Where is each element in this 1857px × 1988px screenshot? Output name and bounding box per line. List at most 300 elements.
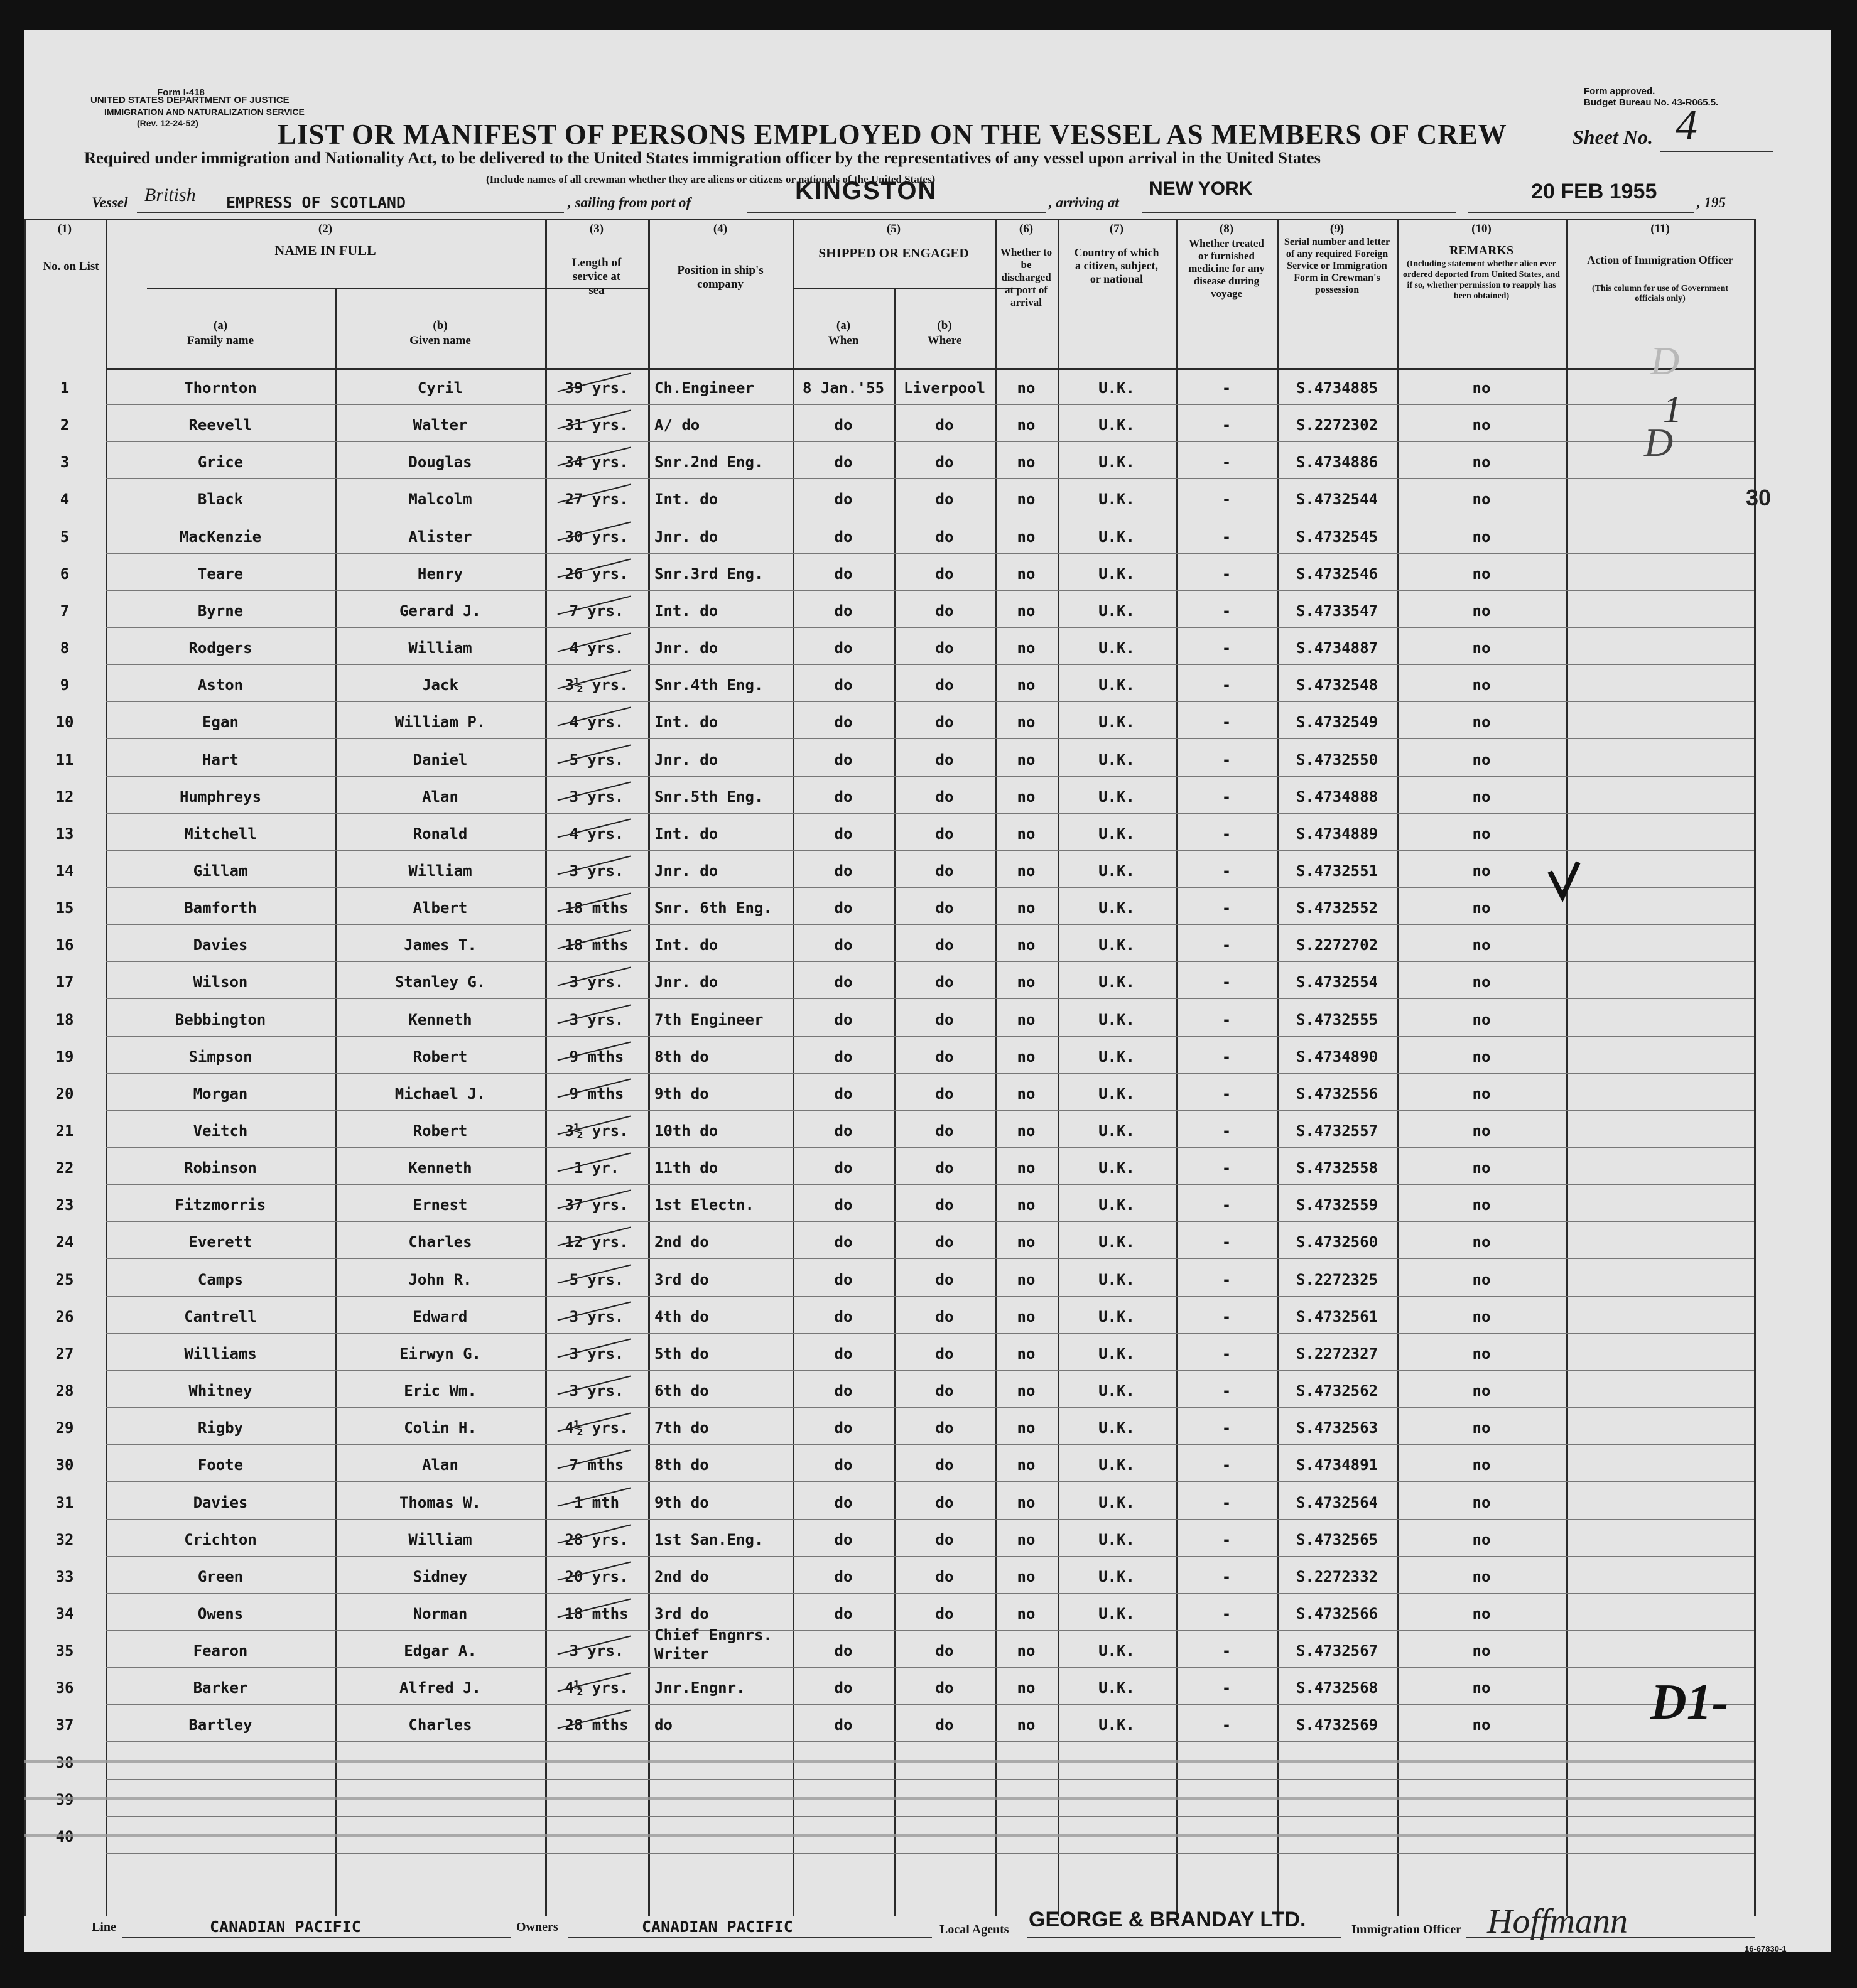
col-remarks-header: REMARKS <box>1449 244 1514 257</box>
cell-given: William P. <box>394 713 486 732</box>
sheet-number: 4 <box>1676 101 1697 149</box>
cell-where: do <box>935 490 954 509</box>
cell-country: U.K. <box>1098 1233 1135 1251</box>
cell-given: Sidney <box>413 1567 468 1586</box>
cell-country: U.K. <box>1098 1604 1135 1623</box>
cell-medicine: - <box>1221 1382 1232 1400</box>
cell-when: do <box>834 1122 853 1140</box>
cell-medicine: - <box>1221 1084 1232 1103</box>
cell-no: 7 <box>60 602 70 620</box>
cell-country: U.K. <box>1098 750 1135 769</box>
port-to: NEW YORK <box>1149 178 1253 199</box>
page-title: LIST OR MANIFEST OF PERSONS EMPLOYED ON THE VESSEL AS MEMBERS OF CREW <box>278 119 1507 150</box>
cell-when: do <box>834 862 853 880</box>
vessel-nationality: British <box>144 185 196 205</box>
cell-remarks: no <box>1472 824 1491 843</box>
cell-family: Simpson <box>188 1047 252 1066</box>
cell-medicine: - <box>1221 1456 1232 1474</box>
cell-family: Fitzmorris <box>175 1196 266 1214</box>
table-row <box>24 665 1754 702</box>
col-length-number: (3) <box>589 222 604 235</box>
cell-when: do <box>834 1344 853 1363</box>
col-position-header: Position in ship's company <box>677 264 764 291</box>
cell-position: 3rd do <box>654 1270 709 1288</box>
cell-length: 5 yrs. <box>569 750 624 769</box>
cell-no: 3 <box>60 453 70 472</box>
cell-serial: S.4734891 <box>1296 1456 1378 1474</box>
cell-where: do <box>935 1159 954 1177</box>
cell-when: do <box>834 1159 853 1177</box>
cell-remarks: no <box>1472 1010 1491 1029</box>
cell-country: U.K. <box>1098 1010 1135 1029</box>
sheet-label: Sheet No. <box>1573 126 1653 148</box>
cell-family: Foote <box>197 1456 244 1474</box>
cell-position: Jnr. do <box>654 973 718 991</box>
col-action-header: Action of Immigration Officer <box>1587 254 1733 266</box>
col-name-number: (2) <box>318 222 333 235</box>
cell-length: 18 mths <box>565 936 629 954</box>
cell-where: do <box>935 527 954 546</box>
cell-given: Alister <box>408 527 472 546</box>
cell-family: Davies <box>193 1493 248 1511</box>
cell-position: Jnr. do <box>654 527 718 546</box>
cell-serial: S.2272332 <box>1296 1567 1378 1586</box>
cell-where: do <box>935 1307 954 1326</box>
cell-discharged: no <box>1017 676 1036 694</box>
cell-position: Chief Engnrs. Writer <box>654 1626 772 1663</box>
cell-medicine: - <box>1221 1679 1232 1697</box>
cell-given: William <box>408 862 472 880</box>
cell-serial: S.2272327 <box>1296 1344 1378 1363</box>
cell-remarks: no <box>1472 862 1491 880</box>
cell-family: Camps <box>197 1270 244 1288</box>
cell-position: 6th do <box>654 1382 709 1400</box>
cell-discharged: no <box>1017 899 1036 917</box>
cell-where: Liverpool <box>903 379 986 397</box>
cell-medicine: - <box>1221 1270 1232 1288</box>
cell-remarks: no <box>1472 1382 1491 1400</box>
cell-family: Black <box>197 490 244 509</box>
cell-medicine: - <box>1221 1642 1232 1660</box>
cell-remarks: no <box>1472 490 1491 509</box>
cell-no: 26 <box>55 1307 74 1326</box>
table-row <box>24 1626 1754 1668</box>
cell-discharged: no <box>1017 1159 1036 1177</box>
cell-length: 39 yrs. <box>565 379 629 397</box>
cell-country: U.K. <box>1098 1530 1135 1548</box>
cell-given: Henry <box>417 565 463 583</box>
table-row <box>24 1594 1754 1631</box>
cell-where: do <box>935 899 954 917</box>
cell-no: 37 <box>55 1716 74 1734</box>
cell-where: do <box>935 1419 954 1437</box>
cell-where: do <box>935 1084 954 1103</box>
cell-discharged: no <box>1017 1047 1036 1066</box>
cell-no: 14 <box>55 862 74 880</box>
cell-medicine: - <box>1221 824 1232 843</box>
cell-remarks: no <box>1472 1233 1491 1251</box>
table-row <box>24 368 1754 405</box>
col-shipped-header: SHIPPED OR ENGAGED <box>818 246 969 261</box>
table-row <box>24 1705 1754 1742</box>
cell-no: 13 <box>55 824 74 843</box>
cell-given: Michael J. <box>394 1084 486 1103</box>
cell-length: 27 yrs. <box>565 490 629 509</box>
cell-medicine: - <box>1221 862 1232 880</box>
action-mark-1: D <box>1650 338 1680 383</box>
cell-length: 3½ yrs. <box>565 676 629 694</box>
cell-medicine: - <box>1221 750 1232 769</box>
cell-family: Green <box>197 1567 244 1586</box>
cell-medicine: - <box>1221 1493 1232 1511</box>
cell-length: 20 yrs. <box>565 1567 629 1586</box>
subtitle: Required under immigration and Nationality Act, to be delivered to the United States immigration officer by the representatives of any vessel upon arrival in the United States <box>84 148 1321 167</box>
cell-family: Hart <box>202 750 239 769</box>
cell-discharged: no <box>1017 713 1036 732</box>
cell-given: Robert <box>413 1047 468 1066</box>
cell-length: 3 yrs. <box>569 1382 624 1400</box>
cell-discharged: no <box>1017 639 1036 657</box>
cell-remarks: no <box>1472 750 1491 769</box>
cell-position: 2nd do <box>654 1233 709 1251</box>
cell-remarks: no <box>1472 1159 1491 1177</box>
cell-family: Aston <box>197 676 244 694</box>
col-length-header: Length of service at sea <box>571 256 622 297</box>
cell-remarks: no <box>1472 973 1491 991</box>
cell-family: Byrne <box>197 602 244 620</box>
cell-serial: S.4732550 <box>1296 750 1378 769</box>
cell-when: do <box>834 565 853 583</box>
cell-given: Albert <box>413 899 468 917</box>
cell-remarks: no <box>1472 1344 1491 1363</box>
cell-when: do <box>834 973 853 991</box>
cell-length: 3½ yrs. <box>565 1122 629 1140</box>
cell-when: do <box>834 1233 853 1251</box>
table-row <box>24 740 1754 777</box>
cell-remarks: no <box>1472 1604 1491 1623</box>
table-row <box>24 554 1754 591</box>
cell-no: 33 <box>55 1567 74 1586</box>
cell-remarks: no <box>1472 1122 1491 1140</box>
cell-where: do <box>935 1233 954 1251</box>
cell-no: 19 <box>55 1047 74 1066</box>
cell-position: 2nd do <box>654 1567 709 1586</box>
cell-position: 7th Engineer <box>654 1010 764 1029</box>
cell-country: U.K. <box>1098 1122 1135 1140</box>
cell-discharged: no <box>1017 565 1036 583</box>
table-row <box>24 1445 1754 1482</box>
cell-where: do <box>935 453 954 472</box>
cell-remarks: no <box>1472 1419 1491 1437</box>
table-row <box>24 1297 1754 1334</box>
cell-serial: S.4732545 <box>1296 527 1378 546</box>
col-medicine-header: Whether treated or furnished medicine for any disease during voyage <box>1188 237 1265 300</box>
cell-country: U.K. <box>1098 973 1135 991</box>
cell-when: do <box>834 1456 853 1474</box>
cell-no: 10 <box>55 713 74 732</box>
table-row <box>24 888 1754 925</box>
col-family-number: (a) <box>213 319 228 332</box>
cell-no: 8 <box>60 639 70 657</box>
cell-family: Barker <box>193 1679 248 1697</box>
cell-remarks: no <box>1472 1642 1491 1660</box>
table-row <box>24 1557 1754 1594</box>
cell-serial: S.4732557 <box>1296 1122 1378 1140</box>
cell-medicine: - <box>1221 416 1232 435</box>
cell-when: do <box>834 1493 853 1511</box>
cell-when: do <box>834 453 853 472</box>
cell-family: Veitch <box>193 1122 248 1140</box>
form-approval: Form approved. <box>1584 86 1655 97</box>
cell-discharged: no <box>1017 973 1036 991</box>
cell-serial: S.4732548 <box>1296 676 1378 694</box>
cell-family: Reevell <box>188 416 252 435</box>
cell-medicine: - <box>1221 1716 1232 1734</box>
cell-where: do <box>935 1456 954 1474</box>
cell-no: 15 <box>55 899 74 917</box>
cell-length: 4½ yrs. <box>565 1679 629 1697</box>
cell-length: 30 yrs. <box>565 527 629 546</box>
cell-position: Jnr. do <box>654 750 718 769</box>
cell-family: MacKenzie <box>179 527 262 546</box>
cell-family: Mitchell <box>184 824 257 843</box>
cell-position: Snr. 6th Eng. <box>654 899 772 917</box>
cell-when: do <box>834 1010 853 1029</box>
table-row <box>24 1483 1754 1520</box>
cell-length: 4 yrs. <box>569 639 624 657</box>
cell-length: 28 yrs. <box>565 1530 629 1548</box>
cell-no: 27 <box>55 1344 74 1363</box>
col-country-header: Country of which a citizen, subject, or national <box>1074 246 1159 285</box>
table-row <box>24 777 1754 814</box>
cell-position: Int. do <box>654 490 718 509</box>
cell-remarks: no <box>1472 416 1491 435</box>
cell-family: Whitney <box>188 1382 252 1400</box>
cell-position: 9th do <box>654 1084 709 1103</box>
cell-remarks: no <box>1472 936 1491 954</box>
action-mark-37: D1- <box>1650 1675 1729 1730</box>
cell-length: 3 yrs. <box>569 1010 624 1029</box>
cell-no: 34 <box>55 1604 74 1623</box>
col-shipped-number: (5) <box>886 222 901 235</box>
cell-position: Snr.3rd Eng. <box>654 565 764 583</box>
cell-position: 11th do <box>654 1159 718 1177</box>
cell-when: do <box>834 1716 853 1734</box>
cell-serial: S.4732546 <box>1296 565 1378 583</box>
cell-discharged: no <box>1017 824 1036 843</box>
col-no-number: (1) <box>57 222 72 235</box>
cell-country: U.K. <box>1098 713 1135 732</box>
cell-family: Morgan <box>193 1084 248 1103</box>
cell-length: 4 yrs. <box>569 713 624 732</box>
cell-given: Gerard J. <box>399 602 482 620</box>
cell-discharged: no <box>1017 936 1036 954</box>
cell-discharged: no <box>1017 527 1036 546</box>
cell-given: Charles <box>408 1716 472 1734</box>
table-row <box>24 1074 1754 1111</box>
cell-where: do <box>935 1270 954 1288</box>
cell-given: Jack <box>422 676 458 694</box>
cell-where: do <box>935 936 954 954</box>
col-given-header: Given name <box>409 334 471 347</box>
cell-no: 31 <box>55 1493 74 1511</box>
cell-when: do <box>834 639 853 657</box>
cell-position: 1st Electn. <box>654 1196 754 1214</box>
col-discharged-number: (6) <box>1019 222 1034 235</box>
manifest-sheet <box>24 30 1831 1952</box>
cell-family: Owens <box>197 1604 244 1623</box>
cell-when: do <box>834 1196 853 1214</box>
cell-where: do <box>935 787 954 806</box>
cell-medicine: - <box>1221 453 1232 472</box>
cell-medicine: - <box>1221 1196 1232 1214</box>
cell-when: do <box>834 1084 853 1103</box>
col-where-number: (b) <box>937 319 952 332</box>
cell-when: do <box>834 676 853 694</box>
col-given-number: (b) <box>433 319 448 332</box>
cell-when: do <box>834 490 853 509</box>
cell-remarks: no <box>1472 639 1491 657</box>
cell-no: 6 <box>60 565 70 583</box>
cell-length: 3 yrs. <box>569 1307 624 1326</box>
cell-where: do <box>935 1604 954 1623</box>
cell-serial: S.4734885 <box>1296 379 1378 397</box>
cell-remarks: no <box>1472 676 1491 694</box>
cell-length: 18 mths <box>565 899 629 917</box>
owners-label: Owners <box>516 1920 558 1934</box>
cell-length: 3 yrs. <box>569 1642 624 1660</box>
cell-where: do <box>935 973 954 991</box>
cell-length: 1 yr. <box>573 1159 620 1177</box>
cell-serial: S.4732563 <box>1296 1419 1378 1437</box>
agents-label: Local Agents <box>939 1923 1009 1937</box>
cell-remarks: no <box>1472 1456 1491 1474</box>
cell-position: Jnr.Engnr. <box>654 1679 745 1697</box>
cell-where: do <box>935 676 954 694</box>
cell-where: do <box>935 602 954 620</box>
cell-given: Eric Wm. <box>404 1382 477 1400</box>
strike-line <box>24 1760 1754 1763</box>
cell-given: Colin H. <box>404 1419 477 1437</box>
cell-serial: S.4732565 <box>1296 1530 1378 1548</box>
cell-when: do <box>834 1604 853 1623</box>
cell-when: do <box>834 1307 853 1326</box>
cell-discharged: no <box>1017 1010 1036 1029</box>
table-row <box>24 1037 1754 1074</box>
cell-position: 1st San.Eng. <box>654 1530 764 1548</box>
table-row <box>24 925 1754 962</box>
cell-country: U.K. <box>1098 862 1135 880</box>
crew-table <box>24 219 1754 1916</box>
cell-medicine: - <box>1221 1233 1232 1251</box>
table-row <box>24 1185 1754 1222</box>
cell-length: 9 mths <box>569 1084 624 1103</box>
service: IMMIGRATION AND NATURALIZATION SERVICE <box>104 107 305 117</box>
cell-medicine: - <box>1221 1307 1232 1326</box>
table-row <box>24 517 1754 554</box>
cell-no: 39 <box>55 1790 74 1808</box>
cell-where: do <box>935 416 954 435</box>
col-family-header: Family name <box>187 334 254 347</box>
cell-discharged: no <box>1017 490 1036 509</box>
cell-family: Williams <box>184 1344 257 1363</box>
table-row <box>24 442 1754 479</box>
col-position-number: (4) <box>713 222 728 235</box>
cell-medicine: - <box>1221 1567 1232 1586</box>
cell-no: 2 <box>60 416 70 435</box>
cell-no: 35 <box>55 1642 74 1660</box>
cell-remarks: no <box>1472 1530 1491 1548</box>
cell-remarks: no <box>1472 1047 1491 1066</box>
cell-discharged: no <box>1017 1679 1036 1697</box>
cell-country: U.K. <box>1098 453 1135 472</box>
cell-where: do <box>935 639 954 657</box>
cell-country: U.K. <box>1098 899 1135 917</box>
cell-length: 28 mths <box>565 1716 629 1734</box>
cell-where: do <box>935 565 954 583</box>
include-note: (Include names of all crewman whether they are aliens or citizens or nationals of the United States) <box>486 173 936 185</box>
cell-given: Douglas <box>408 453 472 472</box>
cell-serial: S.4732559 <box>1296 1196 1378 1214</box>
cell-remarks: no <box>1472 379 1491 397</box>
cell-given: Daniel <box>413 750 468 769</box>
cell-medicine: - <box>1221 1344 1232 1363</box>
cell-discharged: no <box>1017 1716 1036 1734</box>
table-row <box>24 1000 1754 1037</box>
cell-where: do <box>935 1530 954 1548</box>
arrival-date: 20 FEB 1955 <box>1531 180 1657 203</box>
cell-when: do <box>834 602 853 620</box>
cell-country: U.K. <box>1098 1642 1135 1660</box>
table-row <box>24 479 1754 516</box>
cell-serial: S.4732567 <box>1296 1642 1378 1660</box>
cell-serial: S.4732556 <box>1296 1084 1378 1103</box>
cell-length: 26 yrs. <box>565 565 629 583</box>
cell-position: 10th do <box>654 1122 718 1140</box>
cell-country: U.K. <box>1098 1567 1135 1586</box>
cell-where: do <box>935 824 954 843</box>
cell-medicine: - <box>1221 527 1232 546</box>
cell-medicine: - <box>1221 1122 1232 1140</box>
cell-where: do <box>935 1047 954 1066</box>
vessel-name: EMPRESS OF SCOTLAND <box>226 193 406 212</box>
cell-country: U.K. <box>1098 1196 1135 1214</box>
cell-length: 3 yrs. <box>569 1344 624 1363</box>
cell-country: U.K. <box>1098 1716 1135 1734</box>
cell-family: Humphreys <box>179 787 262 806</box>
cell-length: 37 yrs. <box>565 1196 629 1214</box>
cell-remarks: no <box>1472 1716 1491 1734</box>
cell-given: Alan <box>422 1456 458 1474</box>
table-row <box>24 1334 1754 1371</box>
cell-family: Egan <box>202 713 239 732</box>
cell-discharged: no <box>1017 1530 1036 1548</box>
col-name-header: NAME IN FULL <box>274 242 376 258</box>
cell-length: 4 yrs. <box>569 824 624 843</box>
col-action-note: (This column for use of Government officials only) <box>1591 284 1729 303</box>
cell-given: Edgar A. <box>404 1642 477 1660</box>
cell-medicine: - <box>1221 565 1232 583</box>
arriving-label: , arriving at <box>1049 195 1119 210</box>
cell-position: Int. do <box>654 936 718 954</box>
cell-length: 5 yrs. <box>569 1270 624 1288</box>
cell-given: Norman <box>413 1604 468 1623</box>
cell-remarks: no <box>1472 1493 1491 1511</box>
cell-when: do <box>834 1567 853 1586</box>
cell-medicine: - <box>1221 379 1232 397</box>
cell-remarks: no <box>1472 602 1491 620</box>
cell-serial: S.4734887 <box>1296 639 1378 657</box>
